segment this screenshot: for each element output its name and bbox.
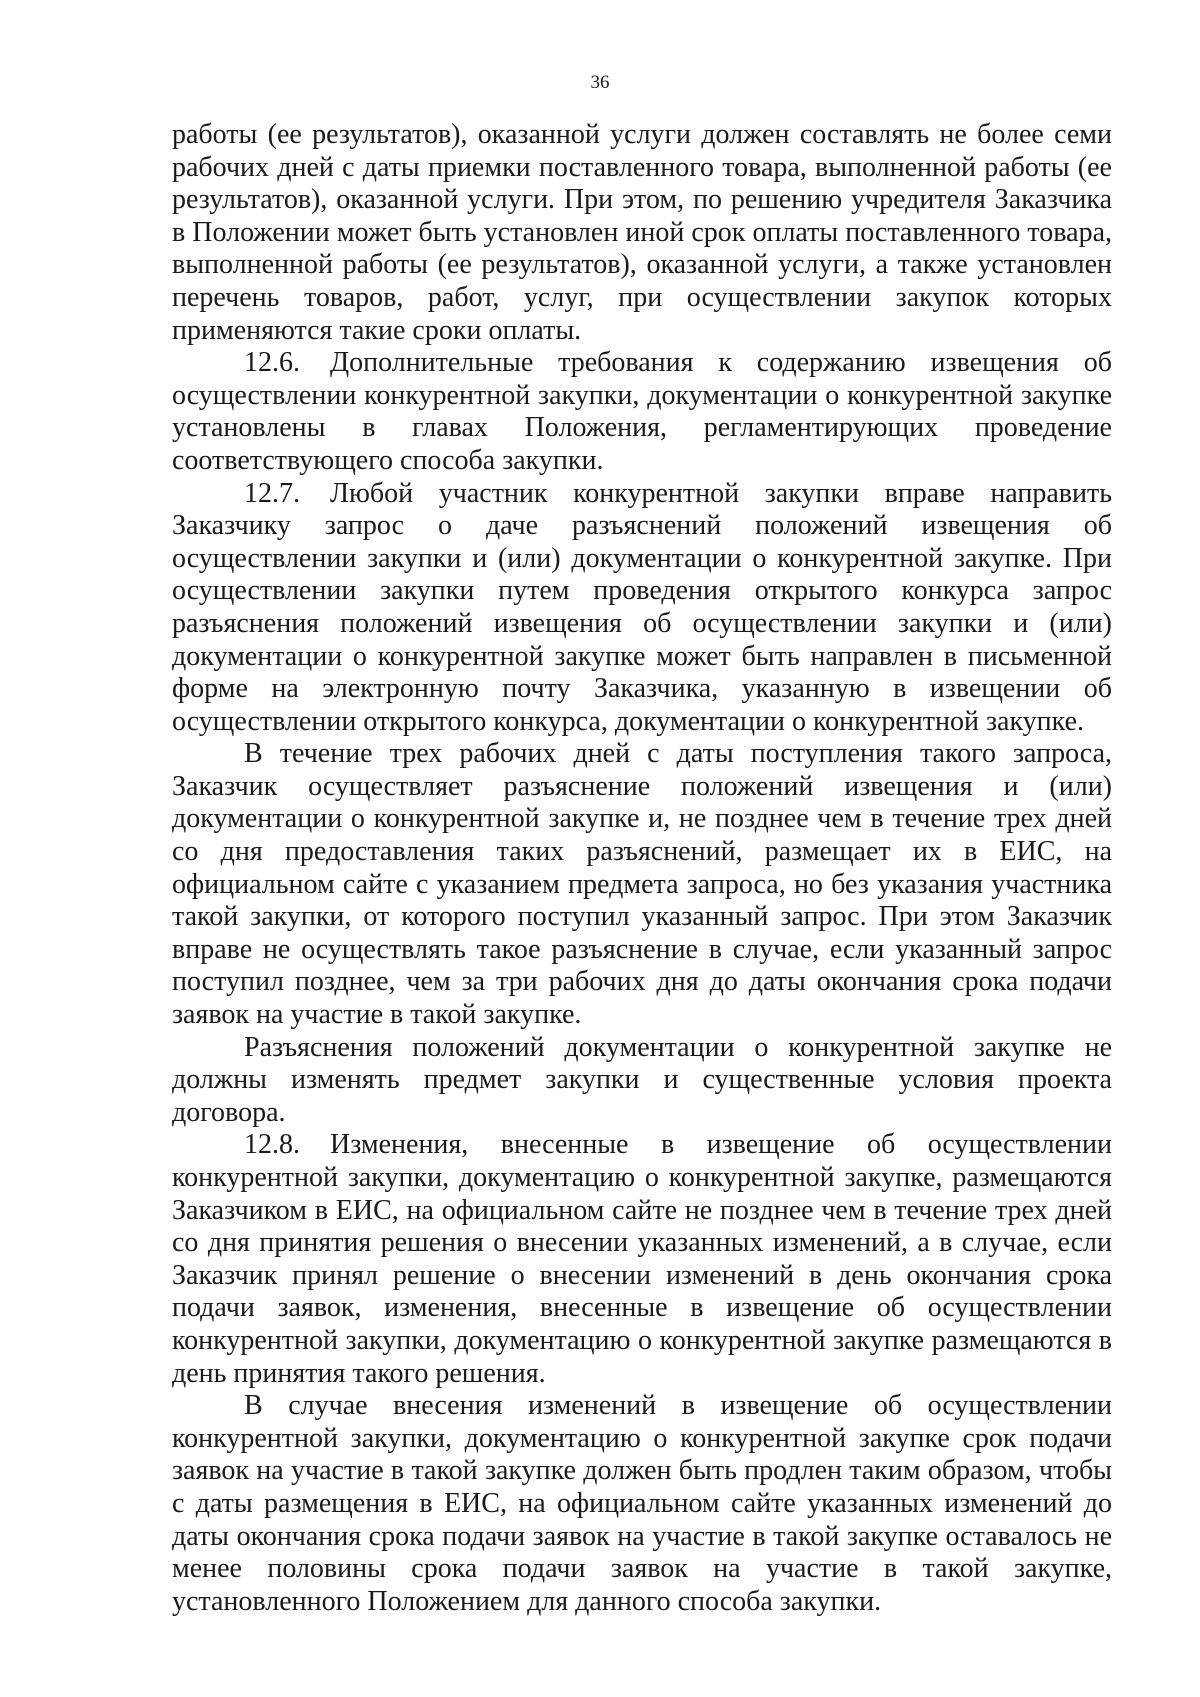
paragraph-12-6 (172, 347, 1112, 477)
paragraph-text: В случае внесения изменений в извещение об осуществлении конкурентной закупки, документацию о конкурентной закупке срок подачи заявок на участие в такой закупке должен быть продлен таким образом, чтобы с даты размещения в ЕИС, на официальном сайте указанных изменений до даты окончания срока подачи заявок на участие в такой закупке оставалось не менее половины срока подачи заявок на участие в такой закупке, установленного Положением для данного способа закупки. (172, 1390, 1112, 1617)
page-number: 36 (590, 72, 610, 93)
clause-number: 12.8. (244, 1129, 300, 1161)
paragraph-text: Изменения, внесенные в извещение об осуществлении конкурентной закупки, документацию о конкурентной закупке, размещаются Заказчиком в ЕИС, на официальном сайте не позднее чем в течение трех дней со дня принятия решения о внесении указанных изменений, а в случае, если Заказчик принял решение о внесении изменений в день окончания срока подачи заявок, изменения, внесенные в извещение об осуществлении конкурентной закупки, документацию о конкурентной закупке размещаются в день принятия такого решения. (172, 1129, 1112, 1389)
paragraph-text: В течение трех рабочих дней с даты поступления такого запроса, Заказчик осуществляет разъяснение положений извещения и (или) документации о конкурентной закупке и, не позднее чем в течение трех дней со дня предоставления таких разъяснений, размещает их в ЕИС, на официальном сайте с указанием предмета запроса, но без указания участника такой закупки, от которого поступил указанный запрос. При этом Заказчик вправе не осуществлять такое разъяснение в случае, если указанный запрос поступил позднее, чем за три рабочих дня до даты окончания срока подачи заявок на участие в такой закупке. (172, 738, 1112, 1031)
paragraph-deadline-extension (172, 1390, 1112, 1618)
paragraph-text: Дополнительные требования к содержанию извещения об осуществлении конкурентной закупки, документации о конкурентной закупке установлены в главах Положения, регламентирующих проведение соответствующего способа закупки. (172, 347, 1112, 476)
clause-number: 12.6. (244, 347, 300, 379)
paragraph-text: Разъяснения положений документации о конкурентной закупке не должны изменять предмет закупки и существенные условия проекта договора. (172, 1031, 1112, 1128)
paragraph-clarification-term (172, 738, 1112, 1031)
paragraph-12-7 (172, 478, 1112, 739)
clause-number: 12.7. (244, 477, 300, 509)
document-body (172, 119, 1112, 1618)
paragraph-clarification-limits (172, 1032, 1112, 1130)
paragraph-text: работы (ее результатов), оказанной услуги должен составлять не более семи рабочих дней с даты приемки поставленного товара, выполненной работы (ее результатов), оказанной услуги. При этом, по решению учредителя Заказчика в Положении может быть установлен иной срок оплаты поставленного товара, выполненной работы (ее результатов), оказанной услуги, а также установлен перечень товаров, работ, услуг, при осуществлении закупок которых применяются такие сроки оплаты. (172, 119, 1112, 346)
paragraph-12-8 (172, 1129, 1112, 1390)
paragraph-continuation (172, 119, 1112, 347)
paragraph-text: Любой участник конкурентной закупки вправе направить Заказчику запрос о даче разъяснений положений извещения об осуществлении закупки и (или) документации о конкурентной закупке. При осуществлении закупки путем проведения открытого конкурса запрос разъяснения положений извещения об осуществлении закупки и (или) документации о конкурентной закупке может быть направлен в письменной форме на электронную почту Заказчика, указанную в извещении об осуществлении открытого конкурса, документации о конкурентной закупке. (172, 477, 1112, 737)
